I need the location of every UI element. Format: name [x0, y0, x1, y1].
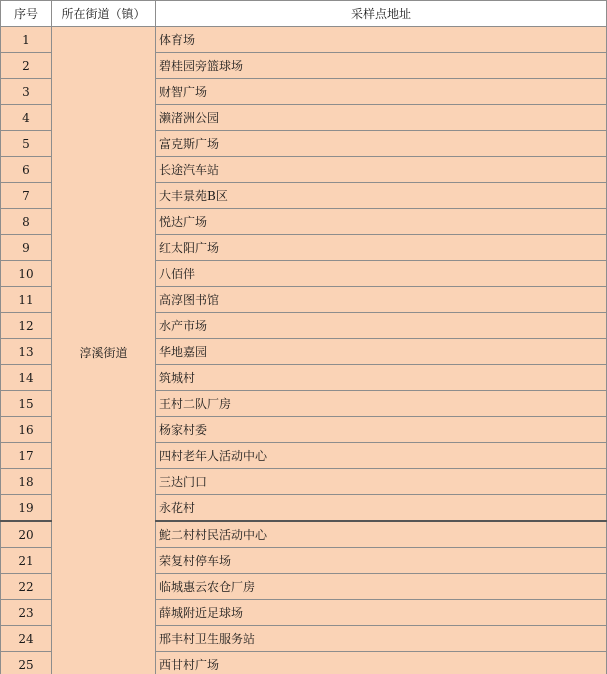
row-address[interactable]: 薛城附近足球场: [156, 600, 607, 626]
row-address[interactable]: 富克斯广场: [156, 131, 607, 157]
header-index: 序号: [1, 1, 52, 27]
row-index[interactable]: 24: [1, 626, 52, 652]
row-index[interactable]: 14: [1, 365, 52, 391]
row-index[interactable]: 21: [1, 548, 52, 574]
row-address[interactable]: 四村老年人活动中心: [156, 443, 607, 469]
row-index[interactable]: 23: [1, 600, 52, 626]
row-address[interactable]: 荣复村停车场: [156, 548, 607, 574]
header-row: [1, 1, 607, 27]
row-address[interactable]: 悦达广场: [156, 209, 607, 235]
row-index[interactable]: 7: [1, 183, 52, 209]
row-address[interactable]: 体育场: [156, 27, 607, 53]
table-body: [1, 27, 607, 674]
row-address[interactable]: 财智广场: [156, 79, 607, 105]
row-index[interactable]: 3: [1, 79, 52, 105]
row-address[interactable]: 红太阳广场: [156, 235, 607, 261]
row-address[interactable]: 八佰伴: [156, 261, 607, 287]
row-index[interactable]: 15: [1, 391, 52, 417]
row-address[interactable]: 西甘村广场: [156, 652, 607, 674]
row-index[interactable]: 25: [1, 652, 52, 674]
row-index[interactable]: 20: [1, 521, 52, 548]
row-address[interactable]: 邢丰村卫生服务站: [156, 626, 607, 652]
row-address[interactable]: 高淳图书馆: [156, 287, 607, 313]
row-address[interactable]: 碧桂园旁篮球场: [156, 53, 607, 79]
row-index[interactable]: 16: [1, 417, 52, 443]
row-index[interactable]: 19: [1, 495, 52, 522]
header-street: 所在街道（镇）: [52, 1, 156, 27]
row-index[interactable]: 13: [1, 339, 52, 365]
row-address[interactable]: 临城惠云农仓厂房: [156, 574, 607, 600]
row-index[interactable]: 18: [1, 469, 52, 495]
row-address[interactable]: 长途汽车站: [156, 157, 607, 183]
row-address[interactable]: 濑渚洲公园: [156, 105, 607, 131]
row-index[interactable]: 10: [1, 261, 52, 287]
row-address[interactable]: 三达门口: [156, 469, 607, 495]
row-index[interactable]: 1: [1, 27, 52, 53]
row-address[interactable]: 永花村: [156, 495, 607, 522]
row-address[interactable]: 大丰景苑B区: [156, 183, 607, 209]
header-address: 采样点地址: [156, 1, 607, 27]
row-index[interactable]: 8: [1, 209, 52, 235]
row-index[interactable]: 6: [1, 157, 52, 183]
row-address[interactable]: 杨家村委: [156, 417, 607, 443]
row-index[interactable]: 22: [1, 574, 52, 600]
row-address[interactable]: 鮀二村村民活动中心: [156, 521, 607, 548]
row-index[interactable]: 9: [1, 235, 52, 261]
row-address[interactable]: 水产市场: [156, 313, 607, 339]
row-index[interactable]: 4: [1, 105, 52, 131]
row-address[interactable]: 华地嘉园: [156, 339, 607, 365]
row-index[interactable]: 11: [1, 287, 52, 313]
row-index[interactable]: 5: [1, 131, 52, 157]
row-address[interactable]: 王村二队厂房: [156, 391, 607, 417]
row-address[interactable]: 筑城村: [156, 365, 607, 391]
street-cell[interactable]: 淳溪街道: [52, 27, 156, 674]
row-index[interactable]: 2: [1, 53, 52, 79]
row-index[interactable]: 17: [1, 443, 52, 469]
row-index[interactable]: 12: [1, 313, 52, 339]
table-row: [1, 27, 607, 53]
